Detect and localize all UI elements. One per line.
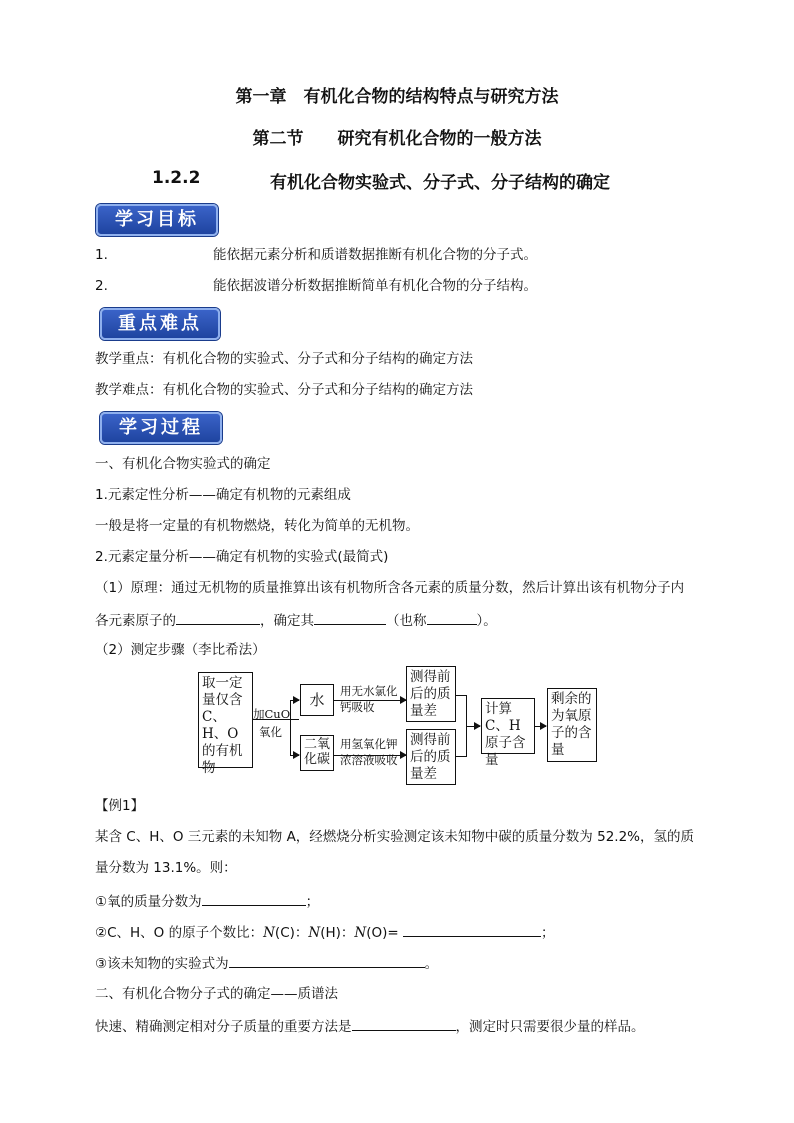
absorb-koh-label: 用氢氧化钾浓溶液吸收 bbox=[340, 737, 398, 767]
combustion-note: 一般是将一定量的有机物燃烧，转化为简单的无机物。 bbox=[95, 518, 419, 534]
blank-ratio[interactable] bbox=[176, 610, 260, 625]
question-3: ③该未知物的实验式为 。 bbox=[95, 953, 438, 973]
oxygen-remainder-box: 剩余的为氧原子的含量 bbox=[547, 688, 597, 762]
blank-formula[interactable] bbox=[314, 610, 386, 625]
mass-spec-line: 快速、精确测定相对分子质量的重要方法是 ，测定时只需要很少量的样品。 bbox=[95, 1016, 645, 1036]
question-1: ①氧的质量分数为 ； bbox=[95, 891, 319, 911]
flow-start-box: 取一定量仅含C、H、O的有机物 bbox=[198, 672, 253, 768]
steps-heading: （2）测定步骤（李比希法） bbox=[95, 642, 266, 658]
measure-box-1: 测得前后的质量差 bbox=[406, 666, 456, 722]
blank-method[interactable] bbox=[352, 1016, 456, 1031]
example-stem-1: 某含 C、H、O 三元素的未知物 A，经燃烧分析实验测定该未知物中碳的质量分数为 52.2%，氢的质 bbox=[95, 829, 694, 845]
question-2: ②C、H、O 的原子个数比：N(C)：N(H)：N(O)= ； bbox=[95, 922, 554, 942]
blank-oxygen-fraction[interactable] bbox=[202, 891, 306, 906]
goal-2-text: 能依据波谱分析数据推断简单有机化合物的分子结构。 bbox=[213, 278, 537, 294]
blank-alias[interactable] bbox=[427, 610, 477, 625]
blank-atom-ratio[interactable] bbox=[403, 922, 541, 937]
section-2-heading: 二、有机化合物分子式的确定——质谱法 bbox=[95, 986, 338, 1002]
co2-box: 二氧化碳 bbox=[300, 735, 334, 771]
teaching-focus: 教学重点：有机化合物的实验式、分子式和分子结构的确定方法 bbox=[95, 351, 473, 367]
goal-1-text: 能依据元素分析和质谱数据推断有机化合物的分子式。 bbox=[213, 247, 537, 263]
principle-line-2: 各元素原子的 ，确定其 （也称 ）。 bbox=[95, 610, 497, 630]
teaching-difficulty: 教学难点：有机化合物的实验式、分子式和分子结构的确定方法 bbox=[95, 382, 473, 398]
lesson-title: 有机化合物实验式、分子式、分子结构的确定 bbox=[270, 173, 610, 193]
measure-box-2: 测得前后的质量差 bbox=[406, 729, 456, 785]
quantitative-analysis: 2.元素定量分析——确定有机物的实验式(最简式) bbox=[95, 549, 389, 565]
section-title: 第二节 研究有机化合物的一般方法 bbox=[252, 129, 542, 149]
principle-line-1: （1）原理：通过无机物的质量推算出该有机物所含各元素的质量分数，然后计算出该有机物分子内 bbox=[95, 580, 685, 596]
chapter-title: 第一章 有机化合物的结构特点与研究方法 bbox=[235, 87, 559, 107]
blank-empirical-formula[interactable] bbox=[229, 953, 425, 968]
goal-2-number: 2. bbox=[95, 278, 108, 294]
qualitative-analysis: 1.元素定性分析——确定有机物的元素组成 bbox=[95, 487, 351, 503]
lesson-number: 1.2.2 bbox=[152, 168, 201, 188]
oxidize-label-2: 氧化 bbox=[259, 725, 282, 739]
goals-badge: 学习目标 bbox=[96, 204, 218, 236]
water-box: 水 bbox=[300, 684, 334, 716]
key-points-badge: 重点难点 bbox=[100, 308, 220, 340]
example-stem-2: 量分数为 13.1%。则： bbox=[95, 860, 237, 876]
example-label: 【例1】 bbox=[95, 798, 145, 814]
goal-1-number: 1. bbox=[95, 247, 108, 263]
oxidize-label: 加CuO bbox=[253, 707, 291, 721]
section-1-heading: 一、有机化合物实验式的确定 bbox=[95, 456, 271, 472]
calc-box: 计算C、H原子含量 bbox=[481, 698, 535, 754]
absorb-cacl2-label: 用无水氯化钙吸收 bbox=[340, 684, 398, 714]
process-badge: 学习过程 bbox=[100, 412, 222, 444]
